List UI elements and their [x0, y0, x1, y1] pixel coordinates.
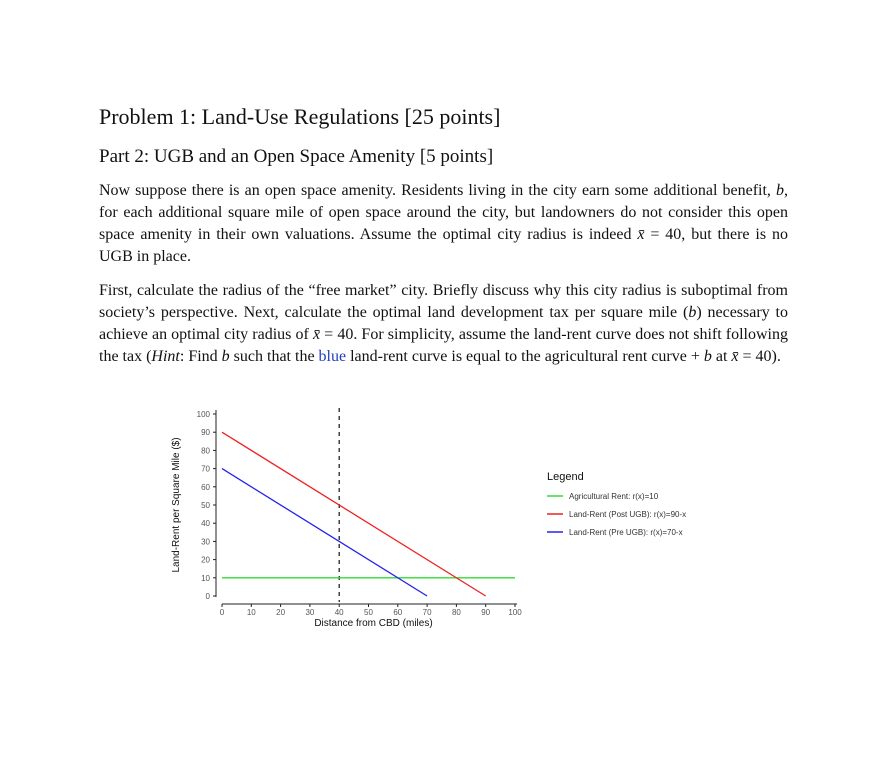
x-tick-label: 100	[508, 608, 522, 617]
chart-svg	[160, 400, 730, 640]
paragraph-1: Now suppose there is an open space amenity. Residents living in the city earn some additional benefit, b, for each additional square mile of open space around the city, but landowners do not consider this open space amenity in their own valuations. Assume the optimal city radius is indeed x̄ = 40, but there is no UGB in place.	[99, 182, 788, 265]
y-tick-label: 10	[201, 573, 210, 583]
problem-title: Problem 1: Land-Use Regulations [25 points]	[99, 104, 501, 129]
y-tick-label: 30	[201, 537, 210, 547]
y-tick-label: 90	[201, 428, 210, 438]
y-tick-label: 20	[201, 555, 210, 565]
paragraph-2: First, calculate the radius of the “free market” city. Briefly discuss why this city radius is suboptimal from society’s perspective. Next, calculate the optimal land development tax per square mile (b) necessary to achieve an optimal city radius of x̄ = 40. For simplicity, assume the land-rent curve does not shift following the tax (Hint: Find b such that the blue land-rent curve is equal to the agricultural rent curve + b at x̄ = 40).	[99, 282, 789, 365]
part-title: Part 2: UGB and an Open Space Amenity [5 points]	[99, 146, 494, 167]
x-tick-label: 70	[422, 608, 432, 617]
x-tick-label: 90	[481, 608, 491, 617]
y-tick-label: 0	[205, 592, 210, 601]
y-tick-label: 40	[201, 519, 210, 529]
series-line-1	[222, 432, 486, 596]
legend-label-0: Agricultural Rent: r(x)=10	[569, 492, 659, 501]
x-tick-label: 30	[305, 608, 315, 617]
x-tick-label: 80	[451, 608, 461, 617]
x-tick-label: 10	[246, 608, 256, 617]
series-line-2	[222, 469, 427, 596]
legend-label-1: Land-Rent (Post UGB): r(x)=90-x	[569, 510, 687, 519]
y-tick-label: 100	[196, 410, 210, 419]
x-tick-label: 40	[334, 608, 344, 617]
y-tick-label: 50	[201, 501, 210, 510]
x-tick-label: 20	[276, 608, 286, 617]
blue-word: blue	[318, 348, 347, 365]
y-tick-label: 60	[201, 482, 210, 492]
x-tick-label: 0	[219, 608, 225, 617]
land-rent-chart	[160, 400, 730, 640]
legend-title: Legend	[547, 471, 584, 483]
y-axis-label: Land-Rent per Square Mile ($)	[171, 437, 182, 573]
legend-label-2: Land-Rent (Pre UGB): r(x)=70-x	[569, 528, 683, 537]
x-tick-label: 60	[393, 608, 403, 617]
x-axis-label: Distance from CBD (miles)	[314, 618, 433, 629]
hint-label: Hint	[151, 348, 180, 365]
x-tick-label: 50	[364, 608, 373, 617]
y-tick-label: 80	[201, 446, 210, 456]
y-tick-label: 70	[201, 464, 210, 474]
